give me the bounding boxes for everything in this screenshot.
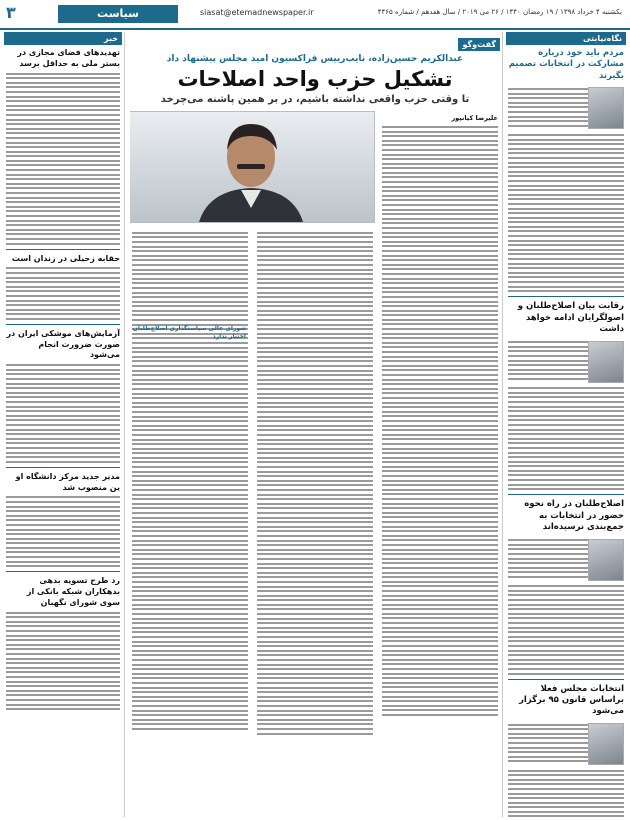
page-header bbox=[0, 0, 630, 30]
feature-body bbox=[132, 232, 248, 730]
date-line: یکشنبه ۴ خرداد ۱۳۹۸ / ۱۹ رمضان ۱۴۴۰ / ۲۶ می ۲۰۱۹ / سال هفدهم / شماره ۴۴۶۵ bbox=[377, 8, 622, 16]
divider bbox=[508, 494, 624, 495]
divider bbox=[508, 296, 624, 297]
story-body bbox=[508, 770, 624, 817]
feature-kicker: عبدالکریم حسین‌زاده، نایب‌رییس فراکسیون امید مجلس پیشنهاد داد bbox=[166, 54, 464, 64]
story-headline: انتخابات مجلس فعلا براساس قانون ۹۵ برگزار می‌شود bbox=[519, 683, 624, 717]
divider bbox=[6, 467, 120, 468]
portrait-icon bbox=[130, 112, 374, 222]
feature-byline: علیرضا کیانپور bbox=[451, 114, 498, 123]
story-headline: رقابت بیان اصلاح‌طلبان و اصولگرایان ادامه خواهد داشت bbox=[517, 301, 624, 335]
left-column-tag: خبر bbox=[4, 32, 122, 45]
story-body bbox=[6, 267, 120, 320]
left-column bbox=[4, 32, 122, 817]
sidebar-box bbox=[128, 325, 246, 341]
feature-body bbox=[257, 232, 373, 735]
story-body bbox=[508, 387, 624, 490]
section-label: سیاست bbox=[58, 5, 178, 23]
portrait-photo bbox=[588, 87, 624, 129]
portrait-photo bbox=[588, 539, 624, 581]
page-number: ۳ bbox=[6, 3, 16, 22]
sidebar-headline: شورای عالی سیاستگذاری اصلاح‌طلبان اختیار ندارد bbox=[132, 325, 246, 340]
section-email: siasat@etemadnewspaper.ir bbox=[200, 8, 314, 17]
story-headline: حقابه زحیلی در زندان است bbox=[11, 253, 120, 263]
feature-subheadline: تا وقتی حزب واقعی نداشته باشیم، در بر همین پاشنه می‌چرخد bbox=[160, 94, 470, 106]
divider bbox=[6, 571, 120, 572]
story-headline: مدیر جدید مرکز دانشگاه او ین منصوب شد bbox=[15, 471, 120, 492]
column-rule bbox=[124, 32, 125, 817]
story-body bbox=[6, 73, 120, 245]
feature-headline: تشکیل حزب واحد اصلاحات bbox=[177, 67, 453, 91]
portrait-photo bbox=[130, 111, 375, 223]
divider bbox=[6, 249, 120, 250]
story-body bbox=[6, 612, 120, 710]
story-body bbox=[508, 134, 624, 292]
divider bbox=[6, 324, 120, 325]
feature-body bbox=[382, 126, 498, 716]
story-headline: اصلاح‌طلبان در راه نحوه حضور در انتخابات به جمع‌بندی نرسیده‌اند bbox=[524, 499, 624, 533]
story-headline: آزمایش‌های موشکی ایران در صورت ضرورت انجام می‌شود bbox=[6, 328, 120, 360]
story-headline: رد طرح تسویه بدهی بدهکاران شبکه بانکی از سوی شورای نگهبان bbox=[26, 576, 120, 607]
story-body bbox=[508, 585, 624, 674]
column-rule bbox=[502, 32, 503, 817]
story-headline: تهدیدهای فضای مجازی در بستر ملی به حداقل برسد bbox=[17, 48, 120, 68]
right-column bbox=[506, 32, 626, 817]
story-body bbox=[6, 364, 120, 462]
feature-story bbox=[130, 32, 500, 817]
portrait-photo bbox=[588, 341, 624, 383]
story-headline: مردم باید خود درباره مشارکت در انتخابات تصمیم بگیرند bbox=[508, 48, 624, 81]
feature-tag: گفت‌وگو bbox=[458, 38, 500, 51]
right-column-tag: نگاه‌نیابتی bbox=[506, 32, 626, 45]
story-body bbox=[6, 496, 120, 567]
divider bbox=[508, 679, 624, 680]
portrait-photo bbox=[588, 723, 624, 765]
